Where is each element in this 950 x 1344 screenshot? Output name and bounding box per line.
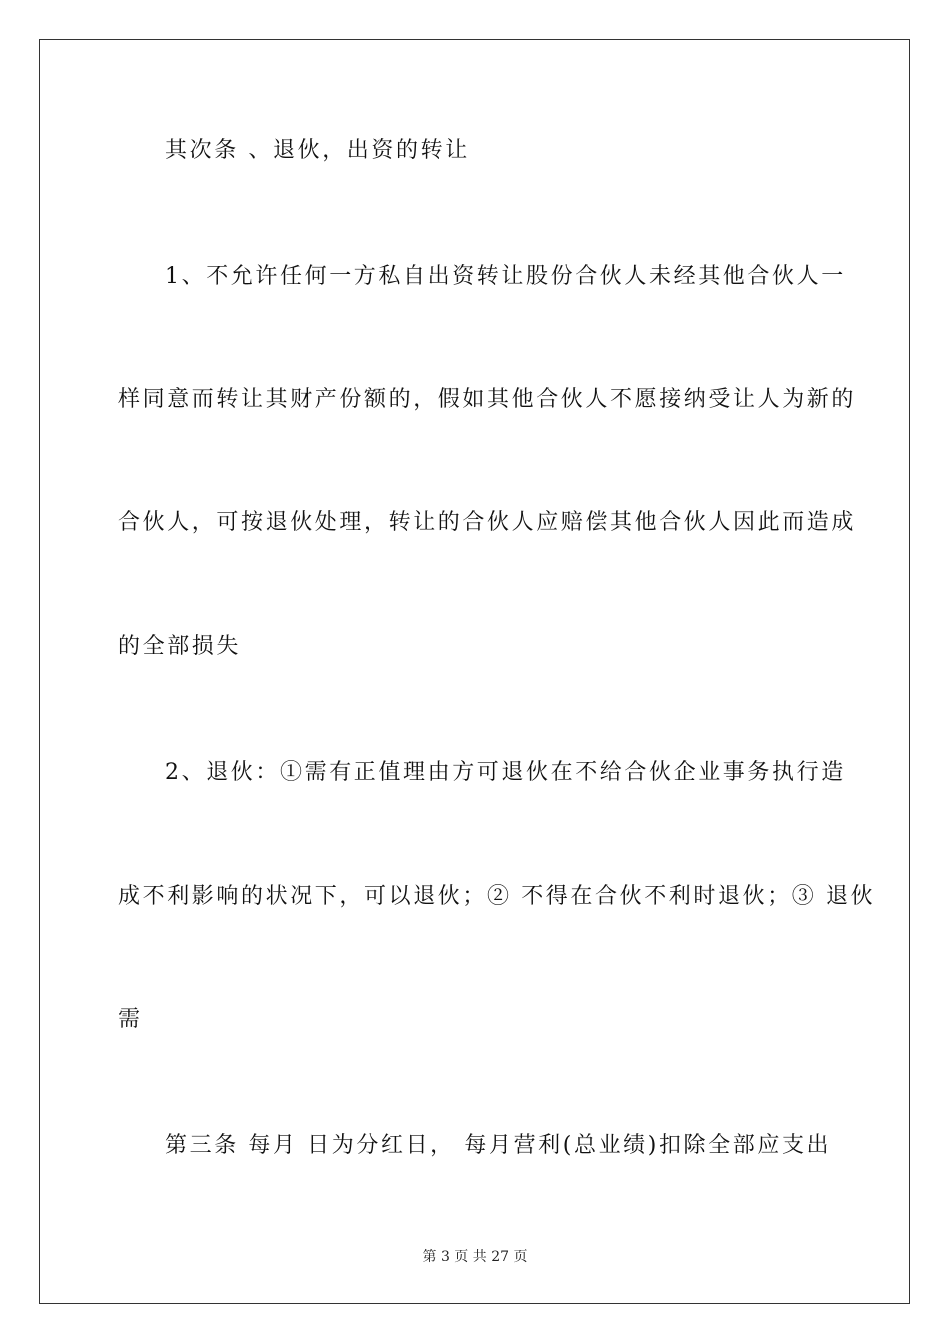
paragraph-line: 的全部损失 bbox=[118, 634, 242, 659]
paragraph-line: 成不利影响的状况下，可以退伙；② 不得在合伙不利时退伙；③ 退伙 bbox=[118, 884, 876, 909]
paragraph-line: 需 bbox=[118, 1007, 143, 1032]
paragraph-line: 1、不允许任何一方私自出资转让股份合伙人未经其他合伙人一 bbox=[165, 264, 846, 289]
paragraph-line: 2、退伙：①需有正值理由方可退伙在不给合伙企业事务执行造 bbox=[165, 760, 846, 785]
page-border bbox=[39, 39, 910, 1304]
page-number: 第 3 页 共 27 页 bbox=[422, 1249, 528, 1265]
paragraph-line: 合伙人，可按退伙处理，转让的合伙人应赔偿其他合伙人因此而造成 bbox=[118, 510, 857, 535]
article-heading-3: 第三条 每月 日为分红日， 每月营利(总业绩)扣除全部应支出 bbox=[165, 1133, 832, 1158]
paragraph-line: 样同意而转让其财产份额的，假如其他合伙人不愿接纳受让人为新的 bbox=[118, 387, 857, 412]
article-heading-2: 其次条 、退伙，出资的转让 bbox=[165, 138, 470, 163]
